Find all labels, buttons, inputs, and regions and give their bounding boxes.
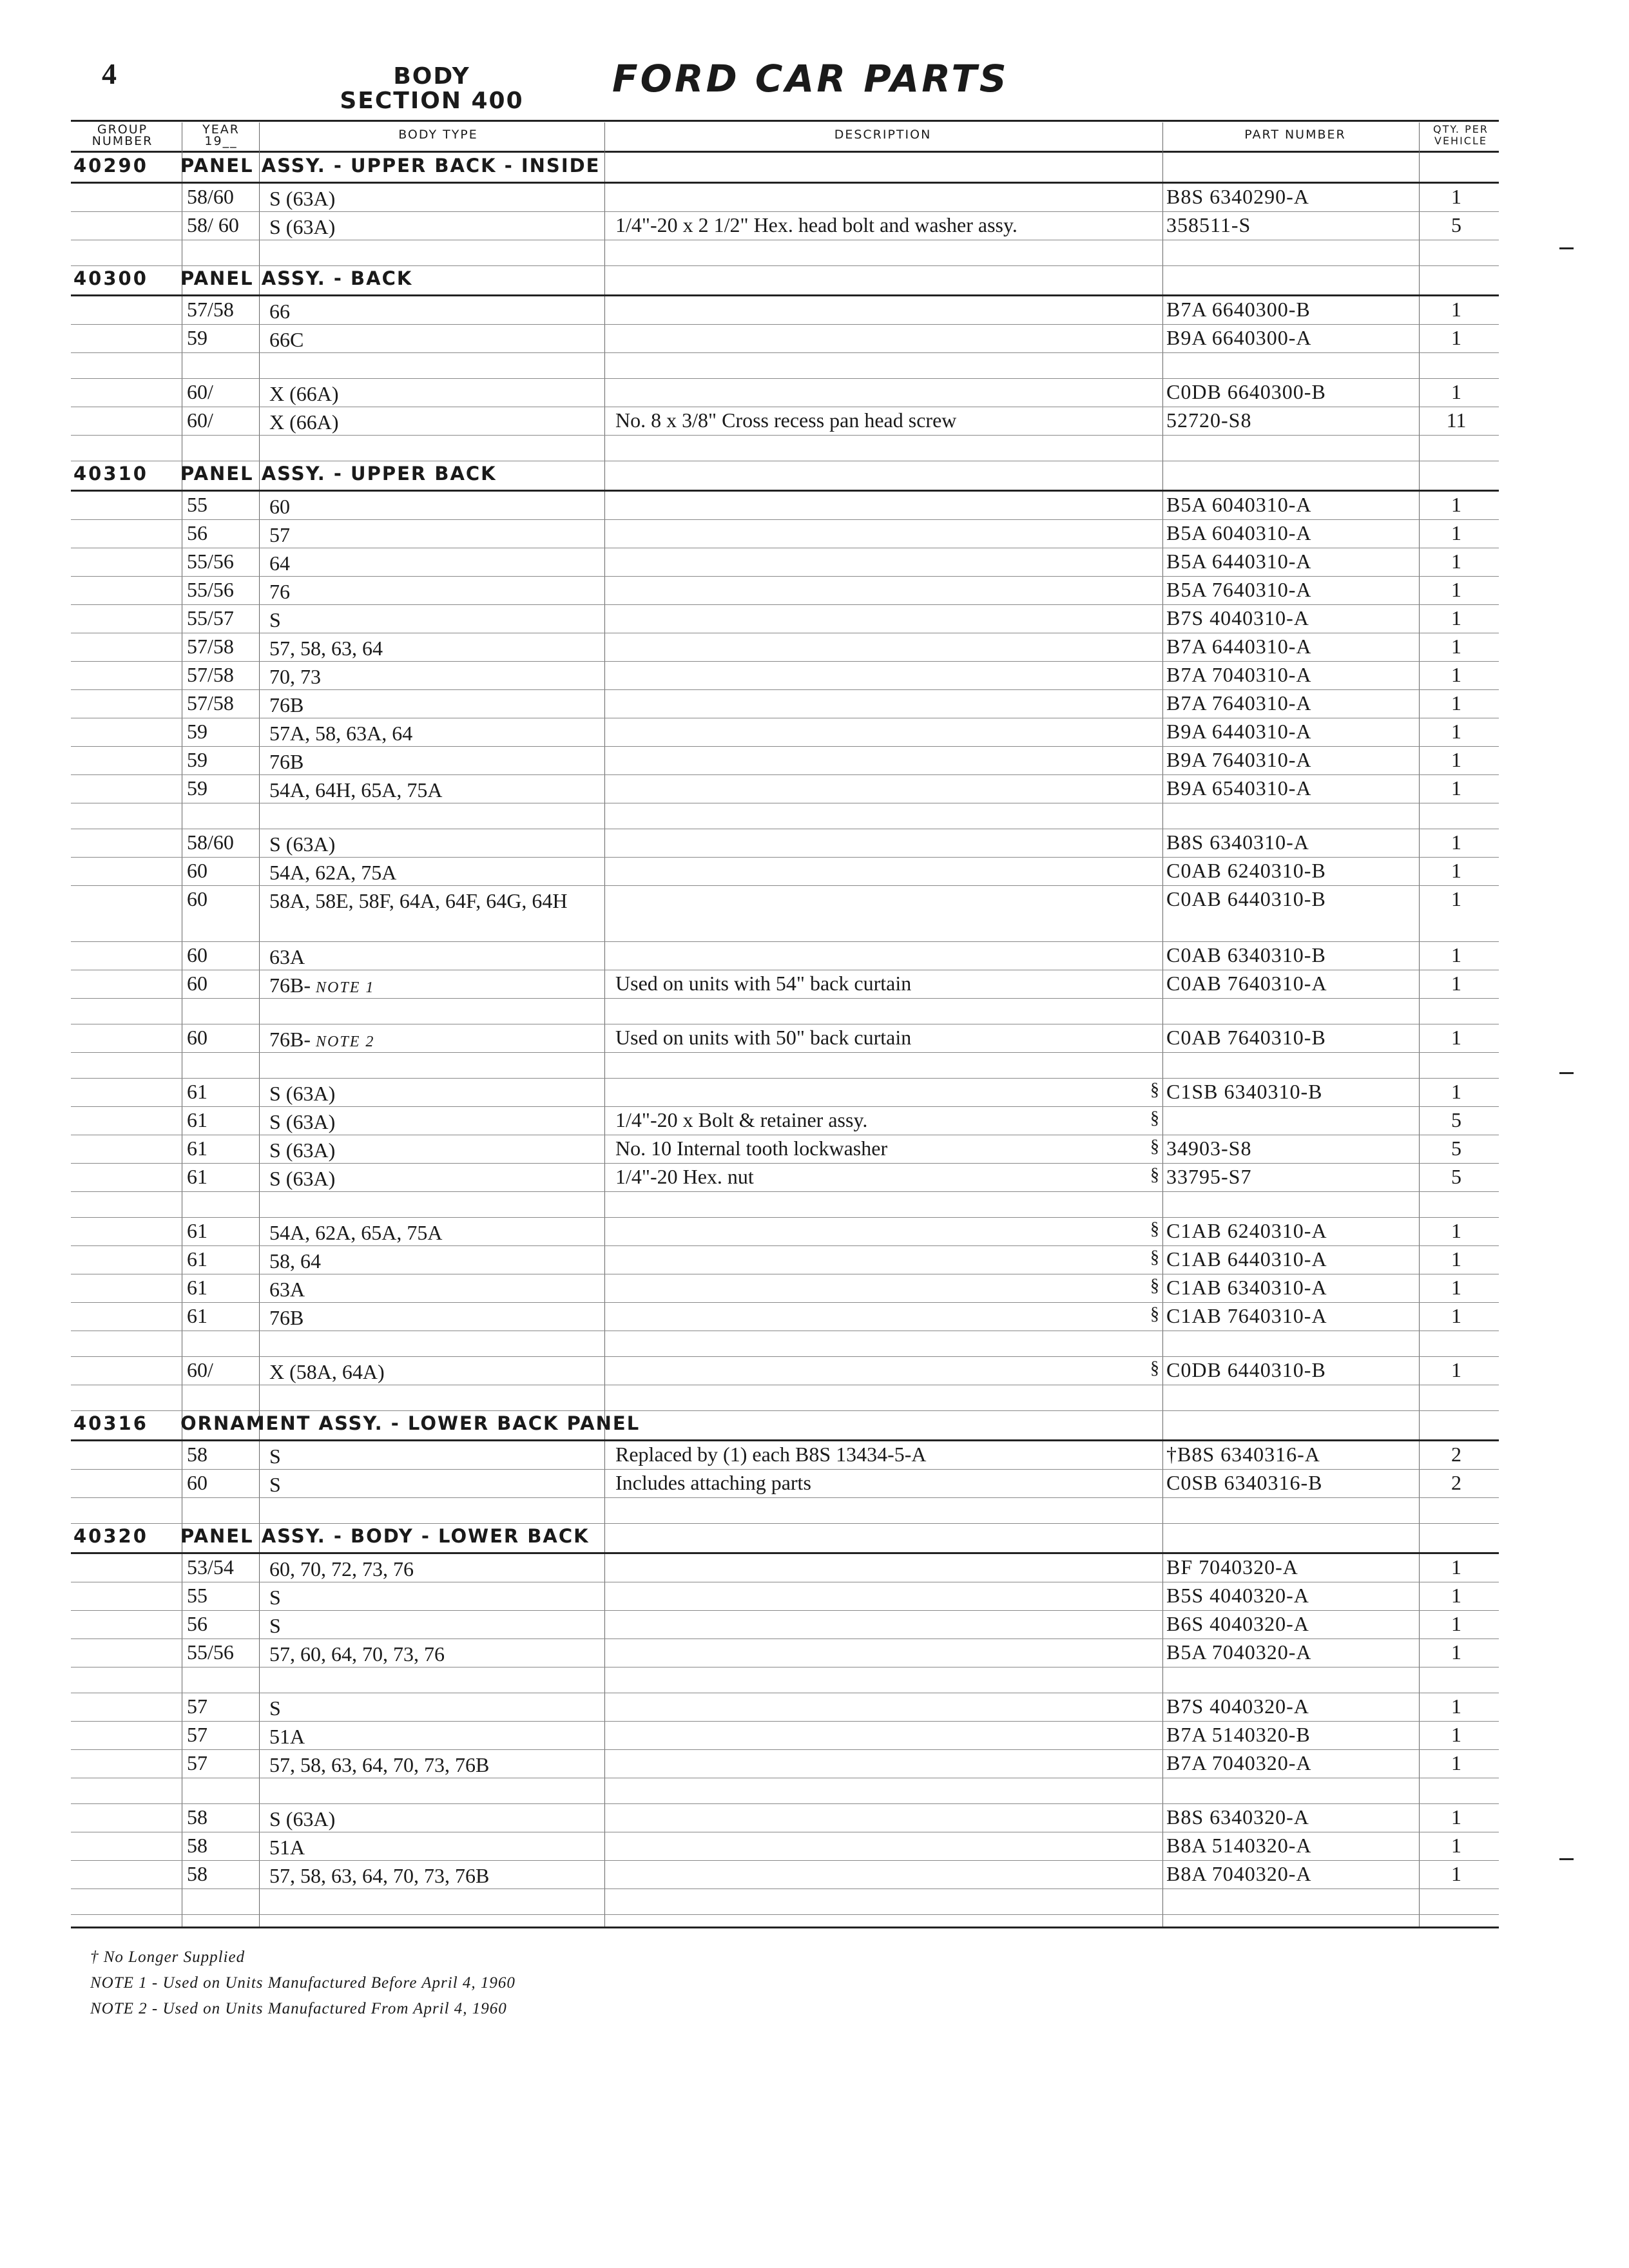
header-top-rule	[71, 120, 1499, 122]
table-row	[71, 1722, 1499, 1750]
body-type-cell: 76B	[269, 750, 304, 773]
quantity-cell: 1	[1451, 1584, 1461, 1607]
quantity-cell: 1	[1451, 663, 1461, 686]
quantity-cell: 1	[1451, 972, 1461, 995]
quantity-cell: 1	[1451, 720, 1461, 743]
table-row	[71, 1861, 1499, 1889]
year-cell: 61	[187, 1304, 207, 1327]
body-type-cell	[269, 972, 656, 1001]
year-cell: 55	[187, 493, 207, 516]
part-number-cell: B7S 4040310-A	[1166, 606, 1309, 629]
year-cell: 56	[187, 1612, 207, 1635]
spacer-row	[71, 1192, 1499, 1218]
column-header-description: DESCRIPTION	[834, 128, 932, 142]
year-cell: 58/60	[187, 185, 234, 208]
table-row	[71, 1107, 1499, 1135]
body-type-cell: 66C	[269, 328, 304, 351]
group-header-40300	[71, 266, 1499, 296]
year-cell: 55/56	[187, 550, 234, 573]
quantity-cell: 1	[1451, 298, 1461, 321]
quantity-cell: 1	[1451, 493, 1461, 516]
part-number-cell: 33795-S7	[1166, 1165, 1252, 1188]
quantity-cell: 1	[1451, 1247, 1461, 1271]
year-cell: 57	[187, 1695, 207, 1718]
group-title: ORNAMENT ASSY. - LOWER BACK PANEL	[180, 1412, 641, 1434]
part-number-cell: 52720-S8	[1166, 408, 1252, 432]
year-cell: 60/	[187, 380, 213, 403]
table-row	[71, 212, 1499, 240]
margin-mark	[1559, 1858, 1574, 1860]
margin-mark	[1559, 1072, 1574, 1074]
part-number-cell: †B8S 6340316-A	[1166, 1443, 1320, 1466]
body-type-cell: S (63A)	[269, 1082, 336, 1105]
table-row	[71, 1135, 1499, 1164]
part-number-cell: B5A 6040310-A	[1166, 521, 1312, 544]
body-type-cell: 54A, 62A, 65A, 75A	[269, 1221, 443, 1244]
body-type-cell: 57, 58, 63, 64, 70, 73, 76B	[269, 1753, 490, 1776]
year-cell: 58	[187, 1834, 207, 1857]
description-cell: No. 10 Internal tooth lockwasher	[615, 1137, 888, 1160]
quantity-cell: 1	[1451, 831, 1461, 854]
table-row	[71, 718, 1499, 747]
body-type-cell: 54A, 64H, 65A, 75A	[269, 778, 443, 802]
body-type-text: 76B-	[269, 1028, 311, 1051]
part-number-cell: C1SB 6340310-B	[1166, 1080, 1323, 1103]
quantity-cell: 1	[1451, 1026, 1461, 1049]
part-number-cell: B7S 4040320-A	[1166, 1695, 1309, 1718]
part-number-cell: 34903-S8	[1166, 1137, 1252, 1160]
year-cell: 55/56	[187, 1640, 234, 1664]
group-title: PANEL ASSY. - UPPER BACK	[180, 463, 497, 485]
group-number: 40290	[73, 155, 148, 177]
column-header-body-type: BODY TYPE	[398, 128, 478, 142]
column-header-part-number: PART NUMBER	[1244, 128, 1346, 142]
table-row	[71, 1750, 1499, 1778]
description-cell: 1/4"-20 x 2 1/2" Hex. head bolt and washer assy.	[615, 213, 1017, 236]
table-row	[71, 184, 1499, 212]
year-cell: 61	[187, 1108, 207, 1131]
body-type-cell: 57, 60, 64, 70, 73, 76	[269, 1642, 445, 1666]
section-mark: §	[1150, 1358, 1159, 1378]
body-type-cell: 51A	[269, 1836, 305, 1859]
part-number-cell: B9A 7640310-A	[1166, 748, 1312, 771]
part-number-cell: B7A 6640300-B	[1166, 298, 1311, 321]
body-type-cell: S (63A)	[269, 1167, 336, 1190]
table-row	[71, 492, 1499, 520]
table-row	[71, 1639, 1499, 1667]
year-cell: 57/58	[187, 663, 234, 686]
body-type-cell: X (66A)	[269, 382, 339, 405]
year-cell: 60/	[187, 408, 213, 432]
quantity-cell: 1	[1451, 859, 1461, 882]
quantity-cell: 1	[1451, 1612, 1461, 1635]
body-type-cell	[269, 1026, 656, 1055]
group-number: 40310	[73, 463, 148, 485]
part-number-cell: B8S 6340290-A	[1166, 185, 1309, 208]
part-number-cell: B7A 5140320-B	[1166, 1723, 1311, 1746]
footnote-note-2: NOTE 2 - Used on Units Manufactured From April 4, 1960	[90, 2000, 507, 2017]
footnotes	[90, 1945, 516, 2022]
table-row	[71, 970, 1499, 999]
body-type-cell: S	[269, 1696, 281, 1720]
group-header-40310	[71, 461, 1499, 492]
part-number-cell: C1AB 6440310-A	[1166, 1247, 1327, 1271]
body-type-cell: 63A	[269, 945, 305, 968]
year-cell: 57/58	[187, 635, 234, 658]
part-number-cell: B9A 6640300-A	[1166, 326, 1312, 349]
part-number-cell: 358511-S	[1166, 213, 1251, 236]
note-reference: NOTE 2	[316, 1033, 375, 1050]
footnote-no-longer-supplied: † No Longer Supplied	[90, 1948, 246, 1966]
quantity-cell: 1	[1451, 887, 1461, 910]
quantity-cell: 1	[1451, 748, 1461, 771]
year-cell: 60/	[187, 1358, 213, 1381]
quantity-cell: 1	[1451, 943, 1461, 966]
part-number-cell: B9A 6440310-A	[1166, 720, 1312, 743]
part-number-cell: B8A 7040320-A	[1166, 1862, 1312, 1885]
quantity-cell: 1	[1451, 380, 1461, 403]
part-number-cell: B5A 6440310-A	[1166, 550, 1312, 573]
year-cell: 57/58	[187, 691, 234, 715]
section-title-line1: BODY	[393, 63, 470, 90]
margin-mark	[1559, 247, 1574, 249]
spacer-row	[71, 1331, 1499, 1357]
table-row	[71, 1441, 1499, 1470]
year-cell: 56	[187, 521, 207, 544]
body-type-cell: S	[269, 1473, 281, 1496]
group-title: PANEL ASSY. - UPPER BACK - INSIDE	[180, 155, 601, 177]
table-row	[71, 605, 1499, 633]
part-number-cell: B5S 4040320-A	[1166, 1584, 1309, 1607]
parts-table	[71, 153, 1499, 1915]
quantity-cell: 1	[1451, 1862, 1461, 1885]
table-row	[71, 1274, 1499, 1303]
body-type-cell: S (63A)	[269, 1110, 336, 1133]
body-type-cell: S (63A)	[269, 215, 336, 238]
part-number-cell: C0DB 6440310-B	[1166, 1358, 1326, 1381]
table-row	[71, 296, 1499, 325]
year-cell: 61	[187, 1219, 207, 1242]
quantity-cell: 11	[1446, 408, 1467, 432]
section-title	[335, 64, 528, 113]
body-type-cell: X (58A, 64A)	[269, 1360, 385, 1383]
quantity-cell: 1	[1451, 550, 1461, 573]
body-type-cell: S	[269, 1614, 281, 1637]
table-row	[71, 633, 1499, 662]
quantity-cell: 2	[1451, 1471, 1461, 1494]
quantity-cell: 5	[1451, 213, 1461, 236]
description-cell: 1/4"-20 x Bolt & retainer assy.	[615, 1108, 868, 1131]
section-mark: §	[1150, 1304, 1159, 1324]
part-number-cell: C0SB 6340316-B	[1166, 1471, 1323, 1494]
year-cell: 60	[187, 972, 207, 995]
table-row	[71, 1554, 1499, 1582]
body-type-cell: 63A	[269, 1278, 305, 1301]
year-cell: 53/54	[187, 1555, 234, 1579]
table-row	[71, 1357, 1499, 1385]
body-type-cell: 51A	[269, 1725, 305, 1748]
quantity-cell: 1	[1451, 1555, 1461, 1579]
body-type-cell: 66	[269, 300, 290, 323]
group-header-40290	[71, 153, 1499, 184]
quantity-cell: 1	[1451, 635, 1461, 658]
table-row	[71, 407, 1499, 436]
body-type-cell: X (66A)	[269, 410, 339, 434]
part-number-cell: B5A 7040320-A	[1166, 1640, 1312, 1664]
spacer-row	[71, 803, 1499, 829]
year-cell: 55/56	[187, 578, 234, 601]
table-row	[71, 379, 1499, 407]
body-type-cell: 60, 70, 72, 73, 76	[269, 1557, 414, 1581]
description-cell: Replaced by (1) each B8S 13434-5-A	[615, 1443, 927, 1466]
body-type-cell: 57, 58, 63, 64, 70, 73, 76B	[269, 1864, 490, 1887]
part-number-cell: C1AB 7640310-A	[1166, 1304, 1327, 1327]
body-type-cell: S	[269, 1445, 281, 1468]
page-number: 4	[102, 57, 117, 90]
year-cell: 58	[187, 1805, 207, 1829]
year-cell: 58	[187, 1862, 207, 1885]
body-type-cell: 70, 73	[269, 665, 321, 688]
part-number-cell: C0AB 6240310-B	[1166, 859, 1326, 882]
table-row	[71, 747, 1499, 775]
year-cell: 57	[187, 1723, 207, 1746]
note-reference: NOTE 1	[316, 979, 375, 996]
body-type-cell: 57, 58, 63, 64	[269, 637, 383, 660]
table-row	[71, 886, 1499, 942]
part-number-cell: B6S 4040320-A	[1166, 1612, 1309, 1635]
table-row	[71, 1024, 1499, 1053]
quantity-cell: 1	[1451, 578, 1461, 601]
header-bottom-rule	[71, 151, 1499, 153]
year-cell: 59	[187, 748, 207, 771]
table-row	[71, 325, 1499, 353]
body-type-cell: S (63A)	[269, 1807, 336, 1831]
part-number-cell: C0AB 7640310-A	[1166, 972, 1327, 995]
quantity-cell: 1	[1451, 185, 1461, 208]
year-cell: 57/58	[187, 298, 234, 321]
year-cell: 60	[187, 859, 207, 882]
part-number-cell: C0AB 6340310-B	[1166, 943, 1326, 966]
part-number-cell: B7A 7040310-A	[1166, 663, 1312, 686]
table-row	[71, 775, 1499, 803]
table-bottom-rule	[71, 1927, 1499, 1928]
year-cell: 60	[187, 1471, 207, 1494]
year-cell: 61	[187, 1165, 207, 1188]
table-row	[71, 662, 1499, 690]
table-row	[71, 1303, 1499, 1331]
body-type-cell: 64	[269, 552, 290, 575]
table-row	[71, 1582, 1499, 1611]
quantity-cell: 2	[1451, 1443, 1461, 1466]
year-cell: 58	[187, 1443, 207, 1466]
year-cell: 60	[187, 1026, 207, 1049]
body-type-cell: 54A, 62A, 75A	[269, 861, 397, 884]
quantity-cell: 1	[1451, 1723, 1461, 1746]
catalog-title: FORD CAR PARTS	[612, 57, 1009, 101]
year-cell: 59	[187, 720, 207, 743]
spacer-row	[71, 1498, 1499, 1524]
column-header-year: YEAR 19__	[202, 122, 240, 148]
year-cell: 60	[187, 943, 207, 966]
body-type-cell: 76B	[269, 693, 304, 716]
table-row	[71, 829, 1499, 858]
table-row	[71, 1832, 1499, 1861]
group-header-40316	[71, 1411, 1499, 1441]
body-type-text: 76B-	[269, 974, 311, 997]
description-cell: No. 8 x 3/8" Cross recess pan head screw	[615, 408, 957, 432]
section-mark: §	[1150, 1080, 1159, 1100]
spacer-row	[71, 353, 1499, 379]
part-number-cell: C0AB 7640310-B	[1166, 1026, 1326, 1049]
body-type-cell: S	[269, 608, 281, 631]
body-type-cell: S (63A)	[269, 832, 336, 856]
body-type-cell: 58A, 58E, 58F, 64A, 64F, 64G, 64H	[269, 889, 568, 912]
table-row	[71, 690, 1499, 718]
section-mark: §	[1150, 1108, 1159, 1128]
year-cell: 59	[187, 326, 207, 349]
footnote-note-1: NOTE 1 - Used on Units Manufactured Before April 4, 1960	[90, 1974, 516, 1992]
quantity-cell: 1	[1451, 1640, 1461, 1664]
group-number: 40320	[73, 1525, 148, 1547]
quantity-cell: 5	[1451, 1137, 1461, 1160]
quantity-cell: 1	[1451, 776, 1461, 800]
table-row	[71, 942, 1499, 970]
body-type-cell: 76	[269, 580, 290, 603]
year-cell: 59	[187, 776, 207, 800]
quantity-cell: 1	[1451, 691, 1461, 715]
quantity-cell: 1	[1451, 326, 1461, 349]
year-cell: 61	[187, 1080, 207, 1103]
section-mark: §	[1150, 1219, 1159, 1239]
quantity-cell: 1	[1451, 606, 1461, 629]
quantity-cell: 1	[1451, 1358, 1461, 1381]
part-number-cell: B7A 7040320-A	[1166, 1751, 1312, 1774]
group-number: 40300	[73, 267, 148, 289]
part-number-cell: C1AB 6240310-A	[1166, 1219, 1327, 1242]
table-row	[71, 1611, 1499, 1639]
body-type-cell: 57A, 58, 63A, 64	[269, 722, 413, 745]
year-cell: 60	[187, 887, 207, 910]
part-number-cell: B8S 6340320-A	[1166, 1805, 1309, 1829]
table-row	[71, 1470, 1499, 1498]
table-row	[71, 1079, 1499, 1107]
year-cell: 58/ 60	[187, 213, 239, 236]
quantity-cell: 5	[1451, 1108, 1461, 1131]
body-type-cell: S (63A)	[269, 187, 336, 210]
part-number-cell: B8A 5140320-A	[1166, 1834, 1312, 1857]
spacer-row	[71, 1889, 1499, 1915]
group-header-40320	[71, 1524, 1499, 1554]
quantity-cell: 1	[1451, 1695, 1461, 1718]
quantity-cell: 1	[1451, 1805, 1461, 1829]
year-cell: 61	[187, 1276, 207, 1299]
table-row	[71, 1218, 1499, 1246]
section-mark: §	[1150, 1247, 1159, 1267]
part-number-cell: C1AB 6340310-A	[1166, 1276, 1327, 1299]
body-type-cell: 76B	[269, 1306, 304, 1329]
spacer-row	[71, 1053, 1499, 1079]
body-type-cell: S (63A)	[269, 1139, 336, 1162]
quantity-cell: 1	[1451, 1834, 1461, 1857]
description-cell: Used on units with 54" back curtain	[615, 972, 912, 995]
table-row	[71, 1804, 1499, 1832]
spacer-row	[71, 1778, 1499, 1804]
table-row	[71, 520, 1499, 548]
description-cell: Includes attaching parts	[615, 1471, 811, 1494]
spacer-row	[71, 240, 1499, 266]
column-header-group-number: GROUP NUMBER	[92, 122, 153, 148]
part-number-cell: B8S 6340310-A	[1166, 831, 1309, 854]
part-number-cell: C0AB 6440310-B	[1166, 887, 1326, 910]
body-type-cell: 58, 64	[269, 1249, 321, 1273]
year-cell: 57	[187, 1751, 207, 1774]
quantity-cell: 1	[1451, 521, 1461, 544]
table-row	[71, 548, 1499, 577]
section-title-line2: SECTION 400	[340, 88, 524, 114]
description-cell: Used on units with 50" back curtain	[615, 1026, 912, 1049]
spacer-row	[71, 436, 1499, 461]
spacer-row	[71, 999, 1499, 1024]
year-cell: 55/57	[187, 606, 234, 629]
part-number-cell: B7A 6440310-A	[1166, 635, 1312, 658]
body-type-cell: 60	[269, 495, 290, 518]
spacer-row	[71, 1667, 1499, 1693]
table-row	[71, 1693, 1499, 1722]
table-row	[71, 858, 1499, 886]
section-mark: §	[1150, 1276, 1159, 1296]
body-type-cell: S	[269, 1586, 281, 1609]
quantity-cell: 1	[1451, 1304, 1461, 1327]
year-cell: 61	[187, 1137, 207, 1160]
year-cell: 55	[187, 1584, 207, 1607]
part-number-cell: B7A 7640310-A	[1166, 691, 1312, 715]
quantity-cell: 5	[1451, 1165, 1461, 1188]
quantity-cell: 1	[1451, 1080, 1461, 1103]
column-header-qty-per-vehicle: QTY. PER VEHICLE	[1433, 123, 1489, 147]
body-type-cell: 57	[269, 523, 290, 546]
section-mark: §	[1150, 1137, 1159, 1157]
table-row	[71, 577, 1499, 605]
part-number-cell: BF 7040320-A	[1166, 1555, 1298, 1579]
year-cell: 58/60	[187, 831, 234, 854]
description-cell: 1/4"-20 Hex. nut	[615, 1165, 754, 1188]
quantity-cell: 1	[1451, 1276, 1461, 1299]
table-row	[71, 1246, 1499, 1274]
part-number-cell: B9A 6540310-A	[1166, 776, 1312, 800]
spacer-row	[71, 1385, 1499, 1411]
group-number: 40316	[73, 1412, 148, 1434]
section-mark: §	[1150, 1165, 1159, 1185]
quantity-cell: 1	[1451, 1219, 1461, 1242]
table-row	[71, 1164, 1499, 1192]
year-cell: 61	[187, 1247, 207, 1271]
part-number-cell: C0DB 6640300-B	[1166, 380, 1326, 403]
group-title: PANEL ASSY. - BODY - LOWER BACK	[180, 1525, 590, 1547]
part-number-cell: B5A 6040310-A	[1166, 493, 1312, 516]
group-title: PANEL ASSY. - BACK	[180, 267, 413, 289]
quantity-cell: 1	[1451, 1751, 1461, 1774]
part-number-cell: B5A 7640310-A	[1166, 578, 1312, 601]
